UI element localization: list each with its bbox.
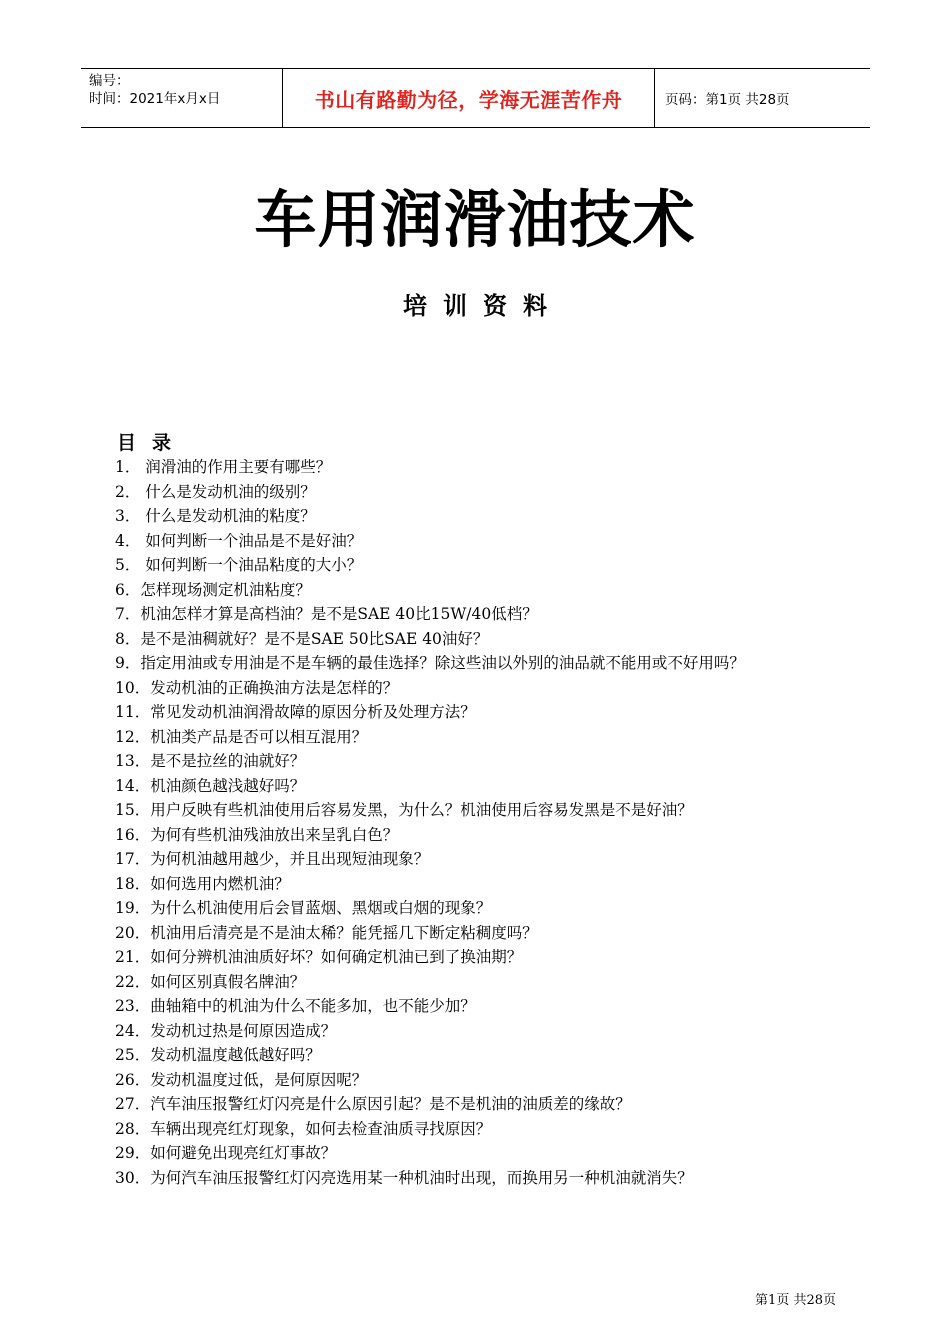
toc-item: 25．发动机温度越低越好吗？ — [115, 1046, 321, 1064]
toc-item: 28．车辆出现亮红灯现象，如何去检查油质寻找原因？ — [115, 1119, 492, 1138]
number-label: 编号： — [89, 73, 130, 89]
toc-item: 10．发动机油的正确换油方法是怎样的？ — [115, 678, 399, 697]
toc-item: 1． 润滑油的作用主要有哪些？ — [115, 458, 332, 476]
header-page-info: 页码：第1页 共28页 — [665, 92, 790, 108]
toc-item: 29．如何避免出现亮红灯事故？ — [115, 1144, 337, 1162]
toc-item: 24．发动机过热是何原因造成？ — [115, 1021, 337, 1040]
time-label: 时间：2021年x月x日 — [89, 91, 221, 107]
toc-item: 23．曲轴箱中的机油为什么不能多加，也不能少加？ — [115, 997, 476, 1015]
toc-item: 9．指定用油或专用油是不是车辆的最佳选择？除这些油以外别的油品就不能用或不好用吗？ — [115, 654, 745, 672]
toc-item: 12．机油类产品是否可以相互混用？ — [115, 727, 368, 746]
toc-item: 4． 如何判断一个油品是不是好油？ — [115, 531, 363, 550]
toc-item: 15．用户反映有些机油使用后容易发黑，为什么？机油使用后容易发黑是不是好油？ — [115, 801, 693, 819]
toc-item: 6．怎样现场测定机油粘度？ — [115, 580, 311, 599]
document-title: 车用润滑油技术 — [254, 183, 696, 256]
toc-item: 30．为何汽车油压报警红灯闪亮选用某一种机油时出现，而换用另一种机油就消失？ — [115, 1168, 693, 1187]
page-footer: 第1页 共28页 — [755, 1293, 836, 1308]
toc-item: 11．常见发动机油润滑故障的原因分析及处理方法？ — [115, 703, 476, 721]
document-subtitle: 培训资料 — [403, 291, 563, 320]
toc-item: 17．为何机油越用越少，并且出现短油现象？ — [115, 850, 430, 868]
toc-item: 7．机油怎样才算是高档油？是不是SAE 40比15W/40低档？ — [115, 605, 538, 623]
header-meta — [81, 69, 282, 127]
toc-heading: 目录 — [117, 432, 188, 454]
header-motto: 书山有路勤为径，学海无涯苦作舟 — [282, 69, 655, 127]
toc-item: 20．机油用后清亮是不是油太稀？能凭摇几下断定粘稠度吗？ — [115, 923, 538, 942]
toc-item: 13．是不是拉丝的油就好？ — [115, 752, 306, 770]
toc-item: 5． 如何判断一个油品粘度的大小？ — [115, 556, 363, 574]
toc-item: 18．如何选用内燃机油？ — [115, 874, 290, 893]
page-header — [81, 68, 870, 128]
toc-item: 21．如何分辨机油油质好坏？如何确定机油已到了换油期？ — [115, 948, 523, 966]
toc-item: 22．如何区别真假名牌油？ — [115, 972, 306, 991]
toc-item: 16．为何有些机油残油放出来呈乳白色？ — [115, 825, 399, 844]
toc-item: 14．机油颜色越浅越好吗？ — [115, 776, 306, 795]
toc-item: 19．为什么机油使用后会冒蓝烟、黑烟或白烟的现象？ — [115, 899, 492, 917]
toc-item: 27．汽车油压报警红灯闪亮是什么原因引起？是不是机油的油质差的缘故？ — [115, 1095, 631, 1113]
toc-item: 2． 什么是发动机油的级别？ — [115, 482, 316, 501]
toc-item: 26．发动机温度过低，是何原因呢？ — [115, 1070, 368, 1089]
table-of-contents — [115, 455, 845, 1190]
toc-item: 8．是不是油稠就好？是不是SAE 50比SAE 40油好？ — [115, 629, 489, 648]
toc-item: 3． 什么是发动机油的粘度？ — [115, 507, 316, 525]
